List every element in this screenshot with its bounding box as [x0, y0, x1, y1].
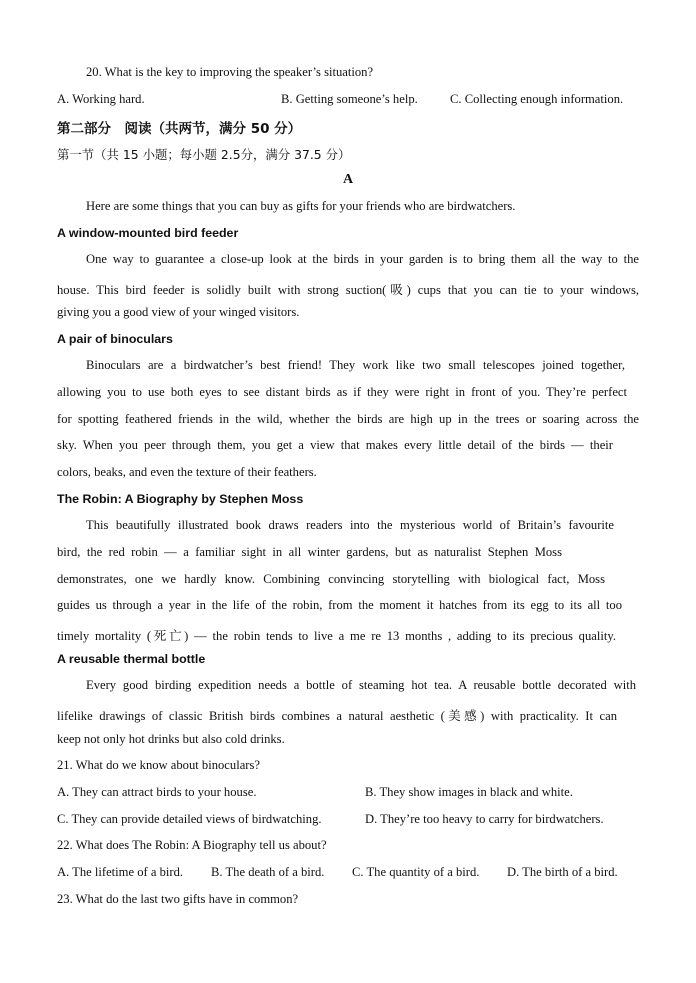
q22-option-a: A. The lifetime of a bird.: [57, 865, 184, 879]
q20-question: 20. What is the key to improving the speaker’s situation?: [86, 65, 374, 79]
item-line: timely mortality (死亡) — the robin tends to live a me re 13 months , adding to its precious quality.: [57, 629, 616, 643]
q21-option-d: D. They’re too heavy to carry for birdwatchers.: [365, 812, 604, 826]
item-line: sky. When you peer through them, you get a view that makes every little detail of the birds — their: [57, 438, 613, 452]
item-line: This beautifully illustrated book draws readers into the mysterious world of Britain’s favourite: [86, 518, 614, 532]
item-line: Every good birding expedition needs a bottle of steaming hot tea. A reusable bottle decorated with: [86, 678, 636, 692]
item-title: A window-mounted bird feeder: [57, 226, 239, 240]
item-title: The Robin: A Biography by Stephen Moss: [57, 492, 304, 506]
item-title: A pair of binoculars: [57, 332, 173, 346]
part2-heading: 第二部分 阅读（共两节，满分 50 分）: [57, 121, 302, 137]
item-line: demonstrates, one we hardly know. Combining convincing storytelling with biological fact, Moss: [57, 572, 605, 586]
item-line: guides us through a year in the life of the robin, from the moment it hatches from its egg to its all too: [57, 598, 622, 612]
item-line: for spotting feathered friends in the wild, whether the birds are high up in the trees or soaring across the: [57, 412, 639, 426]
passage-letter: A: [342, 172, 354, 187]
item-line: bird, the red robin — a familiar sight in all winter gardens, but as naturalist Stephen Moss: [57, 545, 562, 559]
item-line: keep not only hot drinks but also cold drinks.: [57, 732, 285, 746]
q22-option-d: D. The birth of a bird.: [507, 865, 618, 879]
item-line: allowing you to use both eyes to see distant birds as if they were right in front of you. They’re perfect: [57, 385, 627, 399]
part2-subheading: 第一节（共 15 小题；每小题 2.5分，满分 37.5 分）: [57, 147, 351, 162]
q21-option-a: A. They can attract birds to your house.: [57, 785, 257, 799]
item-line: lifelike drawings of classic British birds combines a natural aesthetic (美感) with practicality. It can: [57, 709, 617, 723]
q21-question: 21. What do we know about binoculars?: [57, 758, 260, 772]
item-line: colors, beaks, and even the texture of their feathers.: [57, 465, 317, 479]
q20-option-c: C. Collecting enough information.: [450, 92, 624, 106]
item-line: giving you a good view of your winged visitors.: [57, 305, 300, 319]
q23-question: 23. What do the last two gifts have in common?: [57, 892, 299, 906]
q21-option-b: B. They show images in black and white.: [365, 785, 573, 799]
item-title: A reusable thermal bottle: [57, 652, 206, 666]
q22-question: 22. What does The Robin: A Biography tell us about?: [57, 838, 327, 852]
q21-option-c: C. They can provide detailed views of birdwatching.: [57, 812, 322, 826]
q20-option-a: A. Working hard.: [57, 92, 145, 106]
passage-intro: Here are some things that you can buy as gifts for your friends who are birdwatchers.: [86, 199, 516, 213]
item-line: Binoculars are a birdwatcher’s best friend! They work like two small telescopes joined together,: [86, 358, 625, 372]
q20-option-b: B. Getting someone’s help.: [281, 92, 418, 106]
item-line: house. This bird feeder is solidly built with strong suction(吸) cups that you can tie to your windows,: [57, 283, 639, 297]
q22-option-c: C. The quantity of a bird.: [352, 865, 480, 879]
q22-option-b: B. The death of a bird.: [211, 865, 325, 879]
item-line: One way to guarantee a close-up look at the birds in your garden is to bring them all the way to the: [86, 252, 639, 266]
